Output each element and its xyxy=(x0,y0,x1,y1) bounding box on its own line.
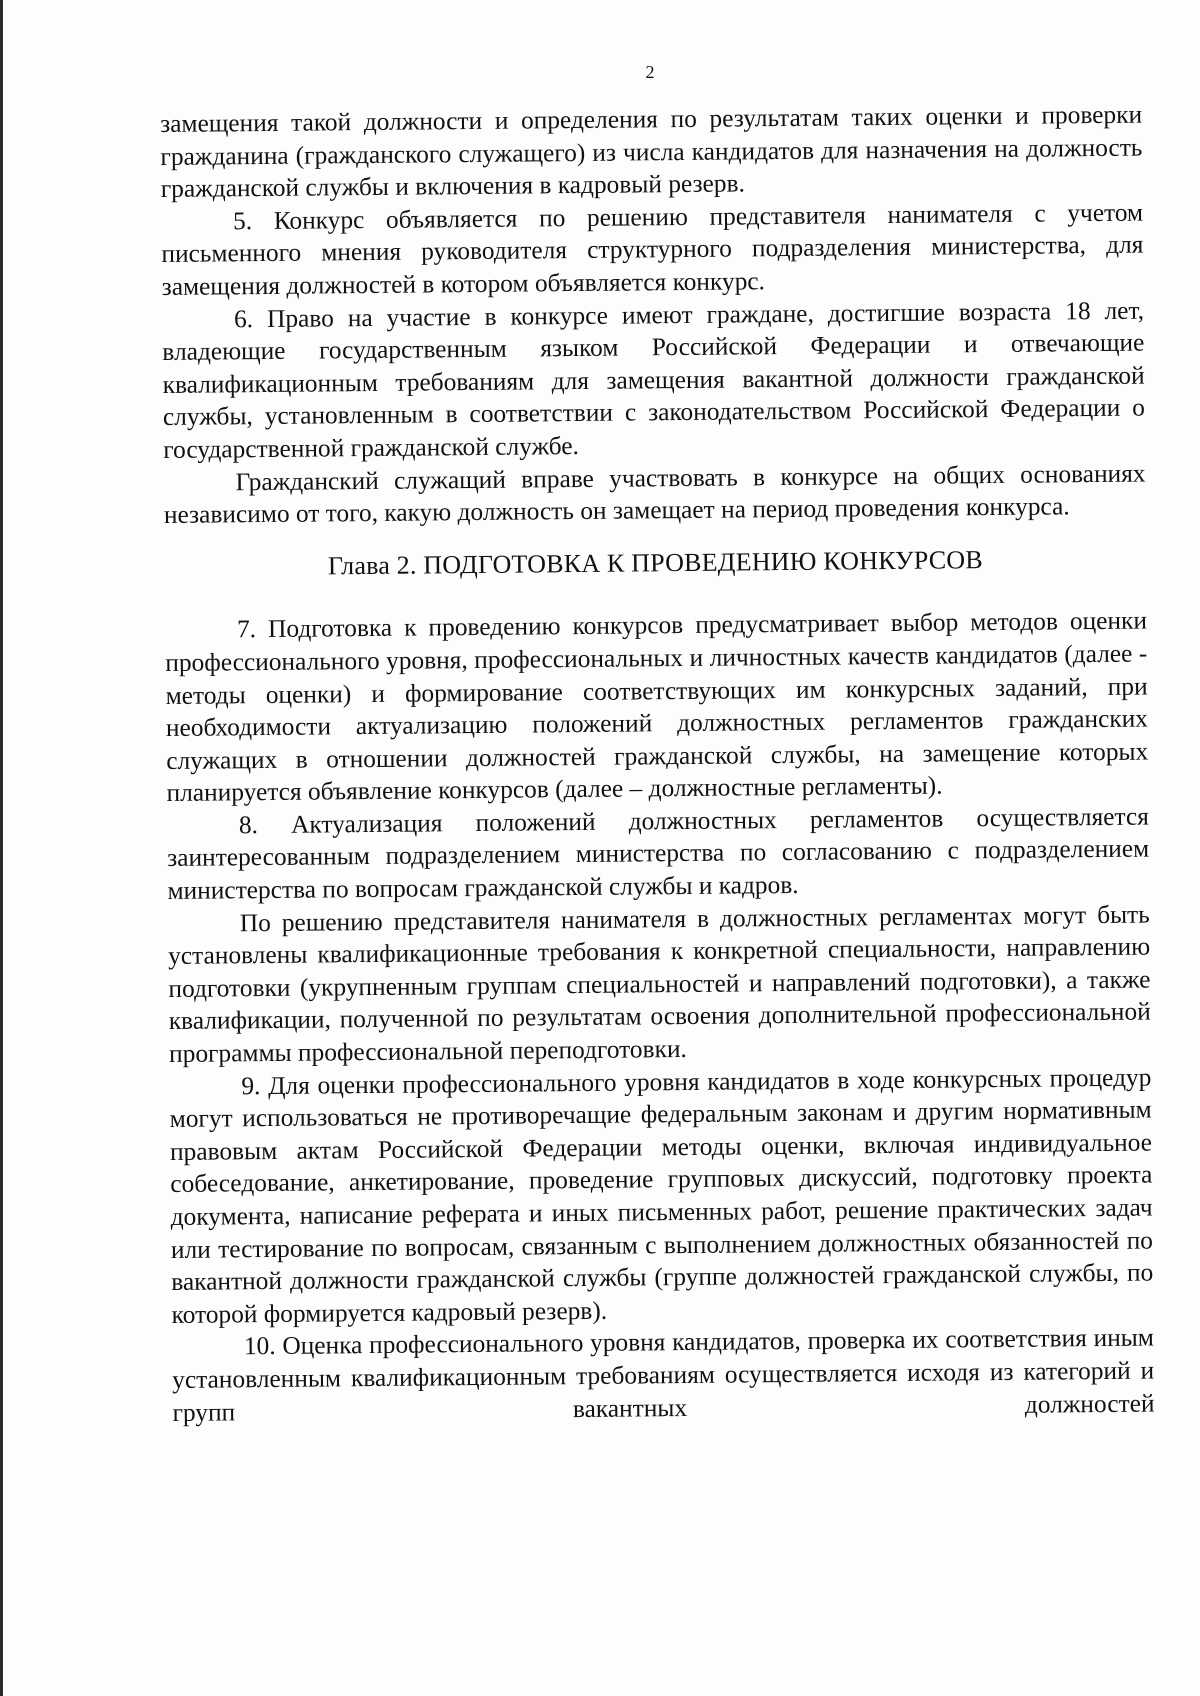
document-body xyxy=(160,99,1155,1430)
paragraph-item-9: 9. Для оценки профессионального уровня кандидатов в ходе конкурсных процедур могут использоваться не противоречащие федеральным законам и другим нормативным правовым актам Российской Федерации методы оценки, включая индивидуальное собеседование, анкетирование, проведение групповых дискуссий, подготовку проекта документа, написание реферата и иных письменных работ, решение практических задач или тестирование по вопросам, связанным с выполнением должностных обязанностей по вакантной должности гражданской службы (группе должностей гражданской службы, по которой формируется кадровый резерв). xyxy=(169,1063,1154,1329)
paragraph-civil-servant: Гражданский служащий вправе участвовать в конкурсе на общих основаниях независимо от того, какую должность он замещает на период проведения конкурса. xyxy=(163,459,1146,530)
paragraph-item-6: 6. Право на участие в конкурсе имеют граждане, достигшие возраста 18 лет, владеющие государственным языком Российской Федерации и отвечающие квалификационным требованиям для замещения вакантной должности гражданской службы, установленным в соответствии с законодательством Российской Федерации о государственной гражданской службе. xyxy=(162,296,1146,464)
paragraph-item-8: 8. Актуализация положений должностных регламентов осуществляется заинтересованным подразделением министерства по согласованию с подразделением министерства по вопросам гражданской службы и кадров. xyxy=(167,802,1150,906)
paragraph-representative-decision: По решению представителя нанимателя в должностных регламентах могут быть установлены квалификационные требования к конкретной специальности, направлению подготовки (укрупненным группам специальностей и направлений подготовки), а также квалификации, полученной по результатам освоения дополнительной профессиональной программы профессиональной переподготовки. xyxy=(168,900,1151,1068)
paragraph-item-7: 7. Подготовка к проведению конкурсов предусматривает выбор методов оценки профессионального уровня, профессиональных и личностных качеств кандидатов (далее - методы оценки) и формирование соответствующих им конкурсных заданий, при необходимости актуализацию положений должностных регламентов гражданских служащих в отношении должностей гражданской службы, на замещение которых планируется объявление конкурсов (далее – должностные регламенты). xyxy=(165,606,1149,808)
paragraph-item-10: 10. Оценка профессионального уровня кандидатов, проверка их соответствия иным установленным квалификационным требованиям осуществляется исходя из категорий и групп вакантных должностей xyxy=(172,1323,1155,1427)
paragraph-continuation: замещения такой должности и определения по результатам таких оценки и проверки гражданина (гражданского служащего) из числа кандидатов для назначения на должность гражданской службы и включения в кадровый резерв. xyxy=(160,100,1143,204)
paragraph-item-5: 5. Конкурс объявляется по решению представителя нанимателя с учетом письменного мнения руководителя структурного подразделения министерства, для замещения должностей в котором объявляется конкурс. xyxy=(161,198,1144,301)
page-number: 2 xyxy=(645,62,655,82)
chapter-heading: Глава 2. ПОДГОТОВКА К ПРОВЕДЕНИЮ КОНКУРСОВ xyxy=(327,544,983,581)
page-left-edge xyxy=(0,0,3,1696)
